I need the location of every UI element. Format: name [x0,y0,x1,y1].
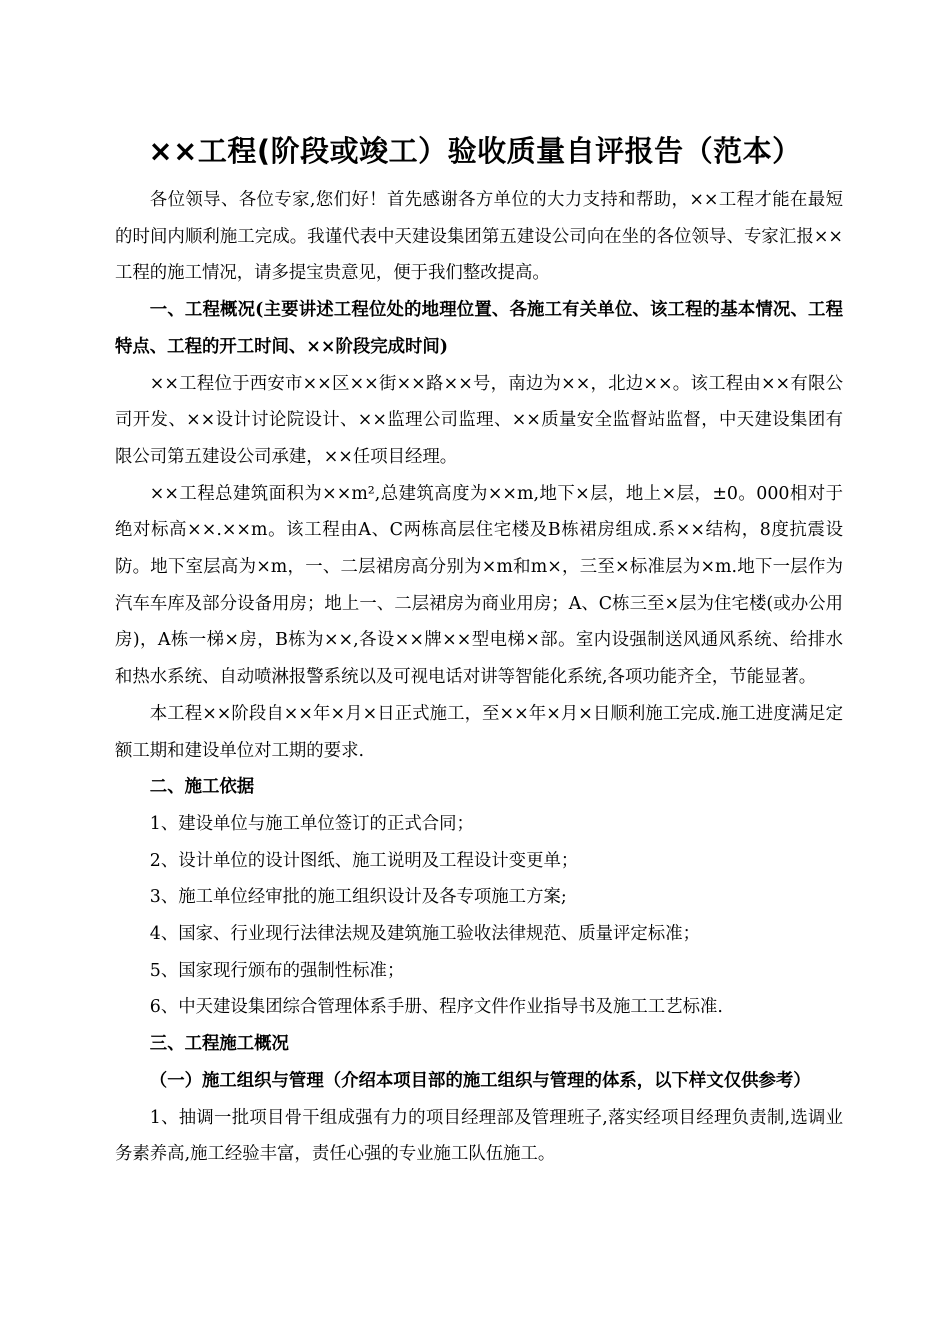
body-paragraph-schedule: 本工程××阶段自××年×月×日正式施工，至××年×月×日顺利施工完成.施工进度满足定额工期和建设单位对工期的要求. [115,703,843,761]
section-heading-construction: 三、工程施工概况 [149,1034,289,1055]
body-paragraph-team: 1、抽调一批项目骨干组成强有力的项目经理部及管理班子,落实经项目经理负责制,选调业务素养高,施工经验丰富，责任心强的专业施工队伍施工。 [115,1107,843,1165]
body-paragraph-location: ××工程位于西安市××区××街××路××号，南边为××，北边××。该工程由××有限公司开发、××设计讨论院设计、××监理公司监理、××质量安全监督站监督，中天建设集团有限公司第五建设公司承建，××任项目经理。 [115,373,843,467]
document-title: ××工程(阶段或竣工）验收质量自评报告（范本） [148,134,802,168]
subsection-heading-organization: （一）施工组织与管理（介绍本项目部的施工组织与管理的体系，以下样文仅供参考） [149,1070,811,1091]
list-item: 1、建设单位与施工单位签订的正式合同； [149,813,474,834]
body-paragraph-building: ××工程总建筑面积为××m²,总建筑高度为××m,地下×层，地上×层，±0。000相对于绝对标高××.××m。该工程由A、C两栋高层住宅楼及B栋裙房组成.系××结构，8度抗震设防。地下室层高为×m，一、二层裙房高分别为×m和m×，三至×标准层为×m.地下一层作为汽车车库及部分设备用房；地上一、二层裙房为商业用房；A、C栋三至×层为住宅楼(或办公用房)，A栋一梯×房，B栋为××,各设××牌××型电梯×部。室内设强制送风通风系统、给排水和热水系统、自动喷淋报警系统以及可视电话对讲等智能化系统,各项功能齐全，节能显著。 [115,483,843,688]
list-item: 2、设计单位的设计图纸、施工说明及工程设计变更单； [149,850,579,871]
document-body [115,182,843,1173]
list-item: 3、施工单位经审批的施工组织设计及各专项施工方案; [149,887,567,908]
list-item: 5、国家现行颁布的强制性标准； [149,960,405,981]
list-item: 4、国家、行业现行法律法规及建筑施工验收法律规范、质量评定标准； [149,924,700,945]
section-heading-basis: 二、施工依据 [149,777,255,798]
list-item: 6、中天建设集团综合管理体系手册、程序文件作业指导书及施工工艺标准. [149,997,723,1018]
section-heading-overview: 一、工程概况(主要讲述工程位处的地理位置、各施工有关单位、该工程的基本情况、工程特点、工程的开工时间、××阶段完成时间) [115,300,843,357]
intro-paragraph: 各位领导、各位专家,您们好！首先感谢各方单位的大力支持和帮助，××工程才能在最短的时间内顺利施工完成。我谨代表中天建设集团第五建设公司向在坐的各位领导、专家汇报××工程的施工情况，请多提宝贵意见，便于我们整改提高。 [115,190,843,284]
